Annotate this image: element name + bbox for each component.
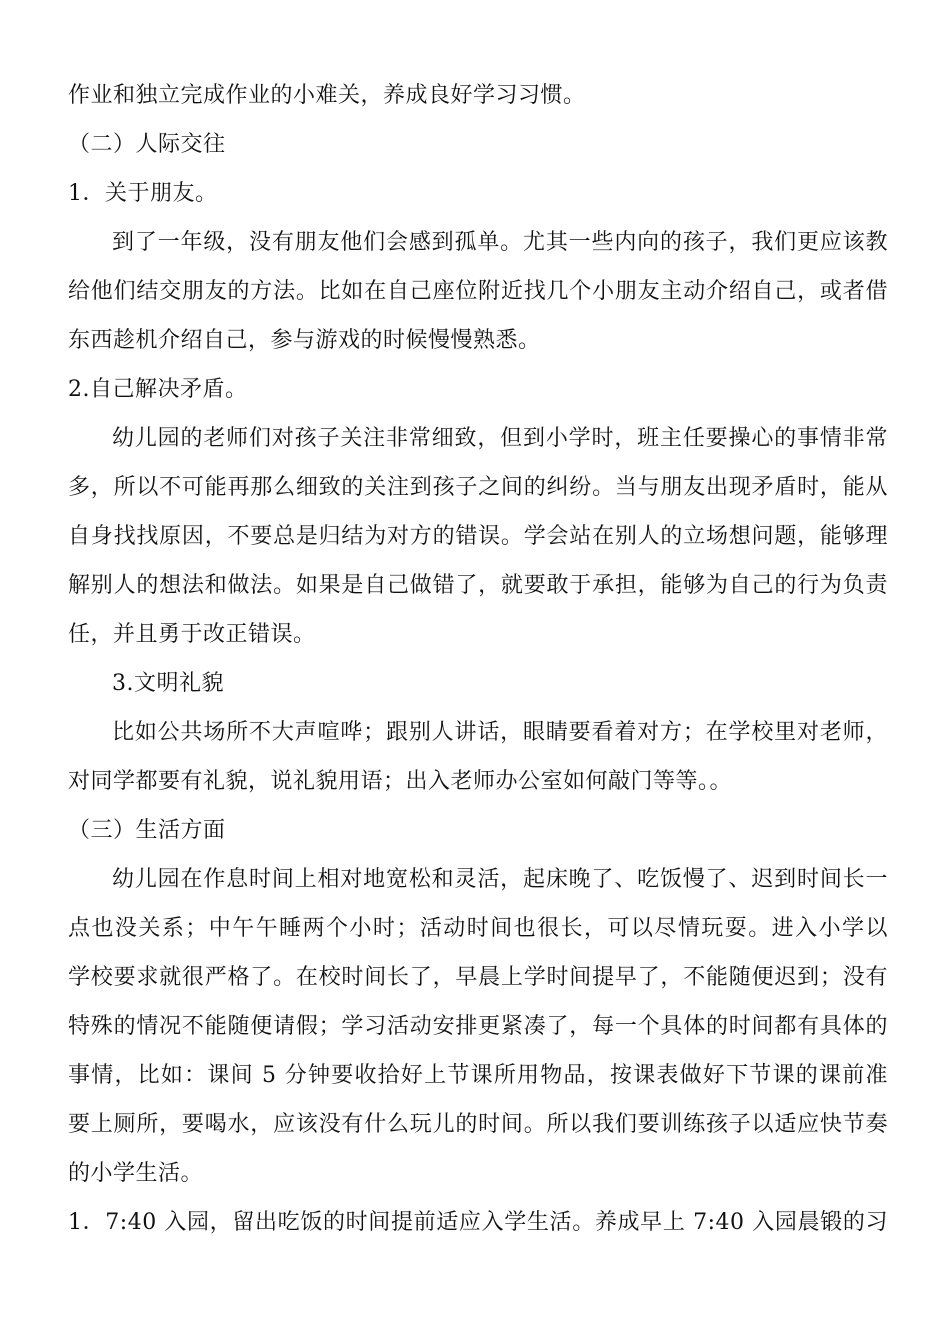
subheading-friends: 1．关于朋友。 (68, 181, 218, 206)
text-line-1: 作业和独立完成作业的小难关，养成良好学习习惯。 (68, 83, 586, 108)
document-page (68, 71, 888, 1247)
text-line-14: 比如公共场所不大声喧哗；跟别人讲话，眼睛要看着对方；在学校里对老师， (112, 720, 888, 745)
section-heading-interpersonal: （二）人际交往 (68, 132, 226, 157)
text-line-17: 幼儿园在作息时间上相对地宽松和灵活，起床晚了、吃饭慢了、迟到时间长一 (112, 867, 888, 892)
text-line-12: 任，并且勇于改正错误。 (68, 622, 316, 647)
text-line-21: 事情，比如：课间 5 分钟要收拾好上节课所用物品，按课表做好下节课的课前准 (68, 1063, 888, 1088)
text-line-11: 解别人的想法和做法。如果是自己做错了，就要敢于承担，能够为自己的行为负责 (68, 573, 888, 598)
subheading-civility: 3.文明礼貌 (112, 671, 224, 696)
text-line-22: 要上厕所，要喝水，应该没有什么玩儿的时间。所以我们要训练孩子以适应快节奏 (68, 1112, 888, 1137)
text-line-10: 自身找找原因，不要总是归结为对方的错误。学会站在别人的立场想问题，能够理 (68, 524, 888, 549)
text-line-18: 点也没关系；中午午睡两个小时；活动时间也很长，可以尽情玩耍。进入小学以 (68, 916, 888, 941)
text-line-5: 给他们结交朋友的方法。比如在自己座位附近找几个小朋友主动介绍自己，或者借 (68, 279, 888, 304)
text-line-15: 对同学都要有礼貌，说礼貌用语；出入老师办公室如何敲门等等。。 (68, 769, 733, 794)
section-heading-daily-life: （三）生活方面 (68, 818, 226, 843)
text-line-4: 到了一年级，没有朋友他们会感到孤单。尤其一些内向的孩子，我们更应该教 (112, 230, 888, 255)
text-line-23: 的小学生活。 (68, 1161, 204, 1186)
text-line-8: 幼儿园的老师们对孩子关注非常细致，但到小学时，班主任要操心的事情非常 (112, 426, 888, 451)
text-line-6: 东西趁机介绍自己，参与游戏的时候慢慢熟悉。 (68, 328, 541, 353)
subheading-arrival-time: 1．7:40 入园，留出吃饭的时间提前适应入学生活。养成早上 7:40 入园晨锻的习 (68, 1210, 888, 1235)
text-line-20: 特殊的情况不能随便请假；学习活动安排更紧凑了，每一个具体的时间都有具体的 (68, 1014, 888, 1039)
text-line-9: 多，所以不可能再那么细致的关注到孩子之间的纠纷。当与朋友出现矛盾时，能从 (68, 475, 888, 500)
text-line-19: 学校要求就很严格了。在校时间长了，早晨上学时间提早了，不能随便迟到；没有 (68, 965, 888, 990)
subheading-resolve-conflicts: 2.自己解决矛盾。 (68, 377, 248, 402)
